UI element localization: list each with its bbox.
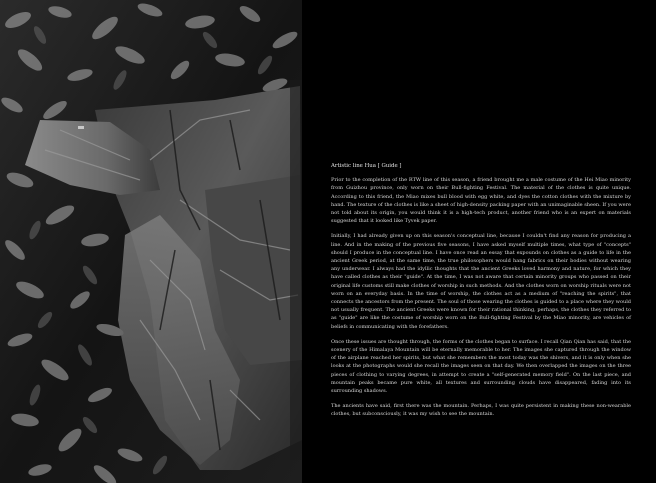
essay-paragraph-2: Initially, I had already given up on this season's conceptual line, because I couldn't find any reason for producing a line. And in the making of the previous five seasons, I have asked myself multiple times, what type of "concepts" should I produce in the conceptual line. I have once read an essay that expounds on clothes as a guide to life in the ancient Greek period, at the same time, the true philosophers would hang fabrics on their bodies without wearing any underwear. I always had the idyllic thoughts that the ancient Greeks loved harmony and nature, for which they have called clothes as their "guide". At the time, I was not aware that certain minority groups who passed on their original life customs still make clothes of worship in such methods. And the clothes worn on worship rituals were not worn on an everyday basis. In the time of worship, the clothes act as a medium of "reaching the spirits", that connects the ancestors from the present. The soul of those wearing the clothes is guided to a place where they would not usually frequent. The ancient Greeks were known for their rational thinking, perhaps, the clothes they referred to as "guide" are like the costume of worship worn on the Bull-fighting Festival by the Miao minority, are vehicles of beliefs in communicating with the forefathers. <box>331 233 631 330</box>
essay-paragraph-1: Prior to the completion of the RTW line of this season, a friend brought me a male costume of the Hei Miao minority from Guizhou province, only worn on their Bull-fighting Festival. The material of the clothes is quite unique. According to this friend, the Miao mixes bull blood with egg white, and dyes the cotton clothes with the mixture by hand. The texture of the clothes is like a sheet of high-density packing paper with an unimaginable sheen. If you were not told about its origin, you would think it is a high-tech product, another friend who is an expert on materials suggested that it looked like Tyvek paper. <box>331 177 631 225</box>
garment-on-leaves-photo <box>0 0 302 483</box>
essay-paragraph-4: The ancients have said, first there was the mountain. Perhaps, I was quite persistent in making these non-wearable clothes, but subconsciously, it was my wish to see the mountain. <box>331 403 631 418</box>
photo-illustration <box>0 0 302 483</box>
essay-paragraph-3: Once these issues are thought through, the forms of the clothes began to surface. I recall Qian Qian has said, that the scenery of the Himalaya Mountain will be eternally memorable to her. The images she captured through the window of the airplane reached her spirits, but what she remembers the most today was the shivers, and it is only when she looks at the photographs would she recall the images seen on that day. We then overlapped the images on the three pieces of clothing to varying degrees, in attempt to create a "self-generated memory field". On the last piece, and mountain peaks became pure white, all textures and surrounding clouds have disappeared, fading into its surrounding shadows. <box>331 338 631 395</box>
essay-title: Artistic line Hua [ Guide ] <box>331 163 402 169</box>
essay-column <box>328 162 631 426</box>
